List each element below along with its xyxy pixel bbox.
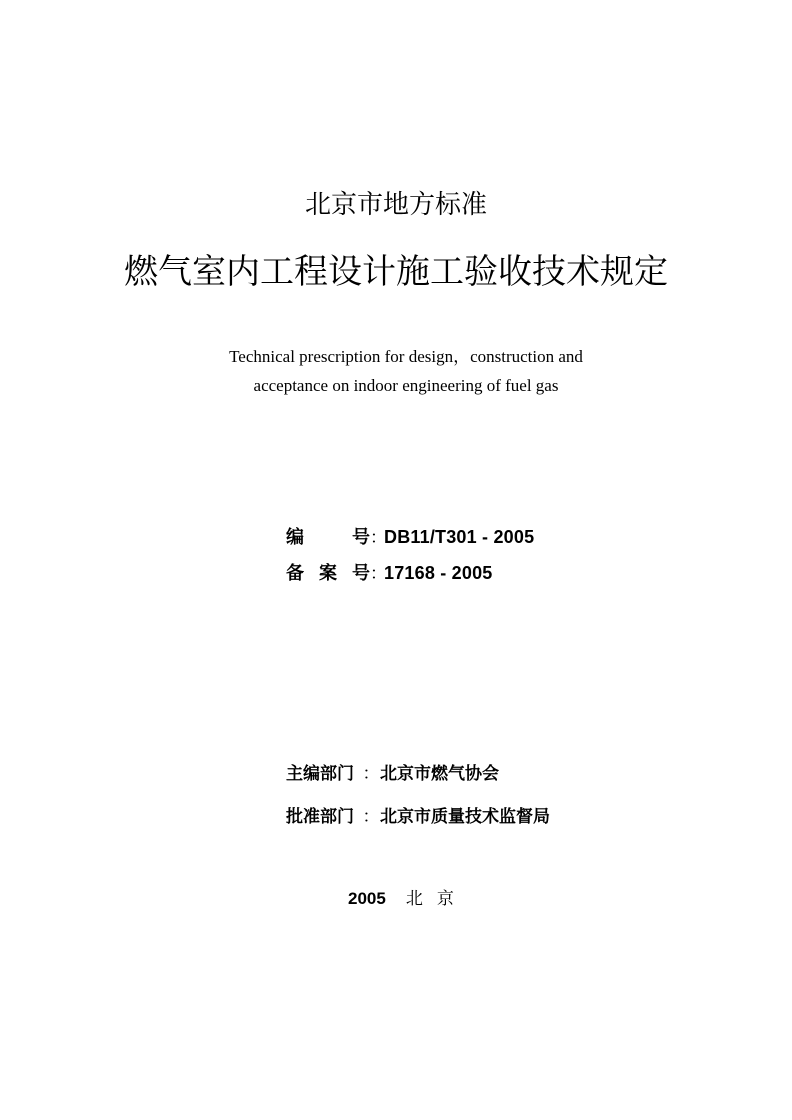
record-number-label: [286, 561, 370, 587]
english-title-line-2: acceptance on indoor engineering of fuel gas: [253, 376, 559, 395]
editor-department-value: 北京市燃气协会: [380, 764, 499, 784]
series-title: 北京市地方标准: [304, 190, 487, 220]
publication-footer: [348, 886, 468, 912]
record-number-colon: ：: [370, 564, 387, 584]
english-title-line-1: Technical prescription for design，construction and: [229, 347, 583, 366]
record-number-value: 17168 - 2005: [384, 563, 493, 583]
publication-city: 北京: [405, 889, 468, 909]
record-number-label-char: 号: [352, 563, 370, 584]
main-title: 燃气室内工程设计施工验收技术规定: [124, 252, 668, 292]
publication-year: 2005: [348, 889, 386, 908]
approver-department-label: 批准部门: [286, 807, 354, 827]
record-number-label-char: 案: [319, 563, 337, 584]
record-number-row: [286, 560, 493, 586]
standard-number-value: DB11/T301 - 2005: [384, 527, 535, 547]
editor-department-colon: ：: [362, 764, 380, 784]
approver-department-row: [286, 803, 550, 831]
standard-number-label-char: 号: [352, 527, 370, 548]
record-number-label-char: 备: [286, 563, 304, 584]
standard-number-label: [286, 525, 370, 551]
standard-number-row: [286, 524, 534, 550]
standard-number-colon: ：: [370, 528, 387, 548]
standard-number-label-char: 编: [286, 527, 304, 548]
approver-department-colon: ：: [362, 807, 380, 827]
editor-department-row: [286, 760, 499, 788]
approver-department-value: 北京市质量技术监督局: [380, 807, 550, 827]
editor-department-label: 主编部门: [286, 764, 354, 784]
